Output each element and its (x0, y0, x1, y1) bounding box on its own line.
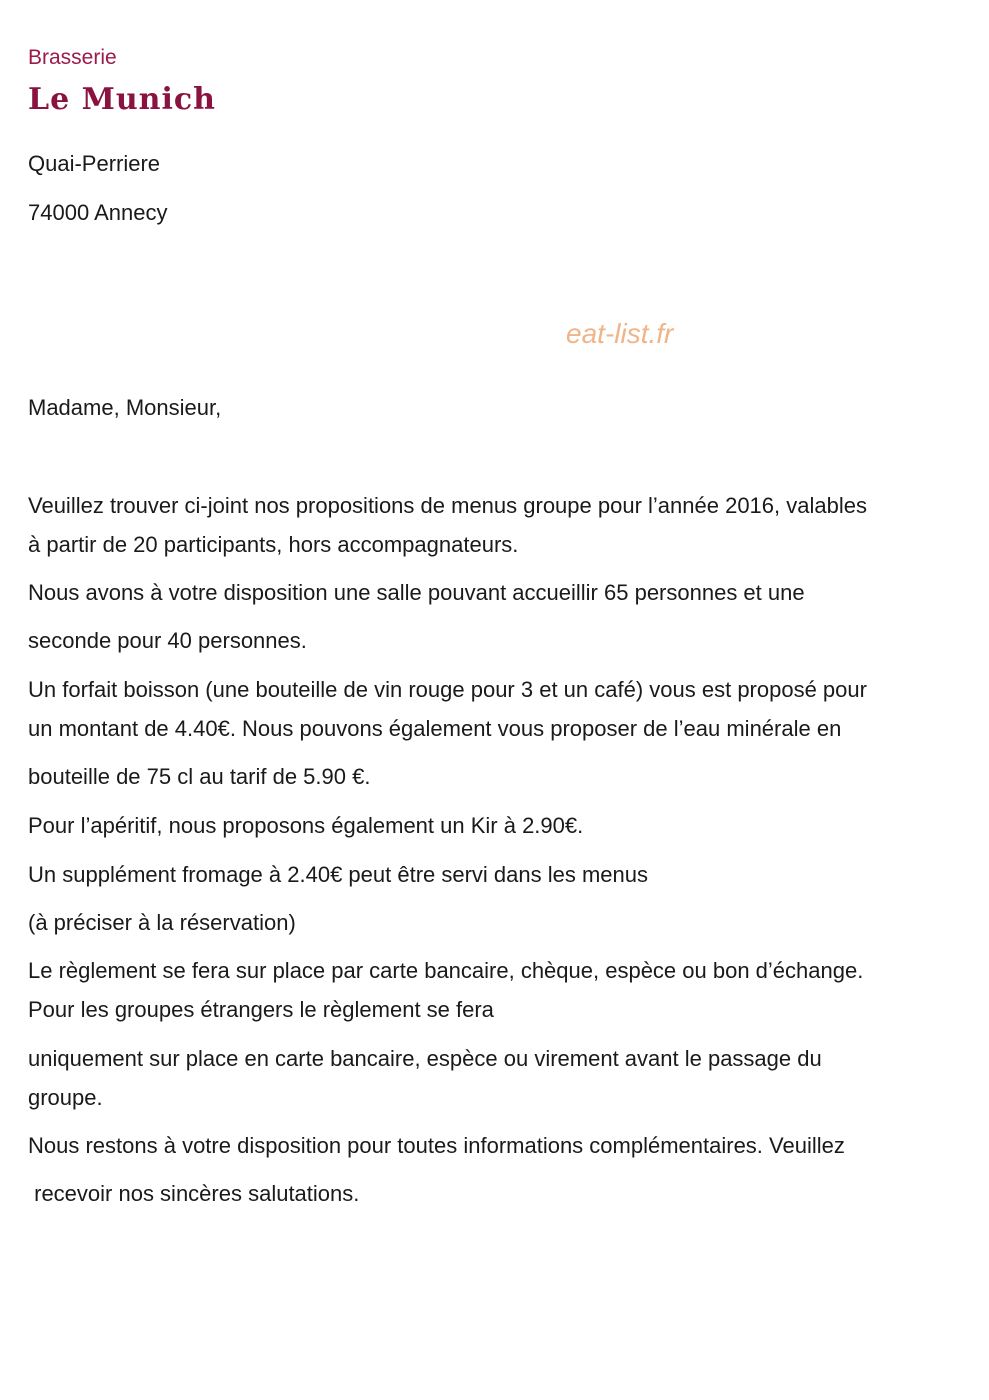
watermark: eat-list.fr (566, 318, 674, 349)
letterhead (28, 44, 216, 118)
address-street: Quai-Perriere (28, 151, 161, 176)
brand-type: Brasserie (28, 46, 117, 69)
paragraph-line: un montant de 4.40€. Nous pouvons également vous proposer de l’eau minérale en (28, 716, 842, 741)
salutation: Madame, Monsieur, (28, 395, 222, 420)
paragraph-line: Le règlement se fera sur place par carte bancaire, chèque, espèce ou bon d’échange. (28, 958, 864, 983)
paragraph-line: (à préciser à la réservation) (28, 910, 296, 935)
restaurant-name: Le Munich (28, 82, 216, 117)
paragraph-line: groupe. (28, 1085, 103, 1110)
paragraph-line: Veuillez trouver ci-joint nos propositions de menus groupe pour l’année 2016, valables (28, 493, 867, 518)
paragraph-line: uniquement sur place en carte bancaire, espèce ou virement avant le passage du (28, 1046, 822, 1071)
paragraph-line: recevoir nos sincères salutations. (28, 1181, 360, 1206)
paragraph-line: Un forfait boisson (une bouteille de vin rouge pour 3 et un café) vous est proposé pour (28, 677, 867, 702)
paragraph-line: Pour l’apéritif, nous proposons également un Kir à 2.90€. (28, 813, 584, 838)
paragraph-line: à partir de 20 participants, hors accompagnateurs. (28, 532, 519, 557)
paragraph-line: bouteille de 75 cl au tarif de 5.90 €. (28, 764, 371, 789)
paragraph-line: Un supplément fromage à 2.40€ peut être servi dans les menus (28, 862, 649, 887)
paragraph-line: Nous avons à votre disposition une salle pouvant accueillir 65 personnes et une (28, 580, 805, 605)
paragraph-line: Pour les groupes étrangers le règlement se fera (28, 997, 494, 1022)
paragraph-line: Nous restons à votre disposition pour toutes informations complémentaires. Veuillez (28, 1133, 845, 1158)
address-city: 74000 Annecy (28, 200, 168, 225)
paragraph-line: seconde pour 40 personnes. (28, 628, 307, 653)
